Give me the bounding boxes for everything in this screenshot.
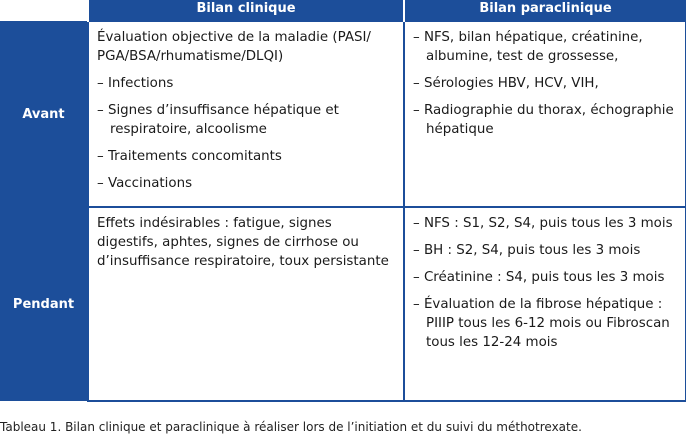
list-item: – Vaccinations [97, 176, 193, 191]
table-header-row [0, 0, 686, 21]
pendant-clinique-intro: Effets indésirables : fatigue, signes digestifs, aphtes, signes de cirrhose ou d’insuffisance respiratoire, toux persistante [97, 216, 389, 269]
list-item: – Créatinine : S4, puis tous les 3 mois [413, 270, 665, 285]
row-label-avant: Avant [0, 21, 88, 207]
list-item: – Traitements concomitants [97, 149, 282, 164]
table-row-pendant [0, 207, 686, 401]
list-item: – Signes d’insuffisance hépatique et respiratoire, alcoolisme [97, 103, 339, 137]
pendant-paraclinique-cell [404, 207, 686, 401]
list-item: – NFS : S1, S2, S4, puis tous les 3 mois [413, 216, 673, 231]
list-item: – BH : S2, S4, puis tous les 3 mois [413, 243, 641, 258]
list-item: – Infections [97, 76, 174, 91]
table-row-avant [0, 21, 686, 207]
avant-clinique-intro: Évaluation objective de la maladie (PASI/ PGA/BSA/rhumatisme/DLQI) [97, 30, 371, 64]
avant-clinique-cell [88, 21, 404, 207]
list-item: – Radiographie du thorax, échographie hépatique [413, 103, 674, 137]
header-bilan-paraclinique: Bilan paraclinique [404, 0, 686, 21]
list-item: – Évaluation de la fibrose hépatique : PIIIP tous les 6-12 mois ou Fibroscan tous les 12-24 mois [413, 297, 670, 350]
pendant-clinique-cell [88, 207, 404, 401]
header-corner [0, 0, 88, 21]
avant-paraclinique-cell [404, 21, 686, 207]
table-caption: Tableau 1. Bilan clinique et paraclinique à réaliser lors de l’initiation et du suivi du méthotrexate. [0, 420, 582, 434]
header-bilan-clinique: Bilan clinique [88, 0, 404, 21]
row-label-pendant: Pendant [0, 207, 88, 401]
list-item: – NFS, bilan hépatique, créatinine, albumine, test de grossesse, [413, 30, 643, 64]
list-item: – Sérologies HBV, HCV, VIH, [413, 76, 599, 91]
